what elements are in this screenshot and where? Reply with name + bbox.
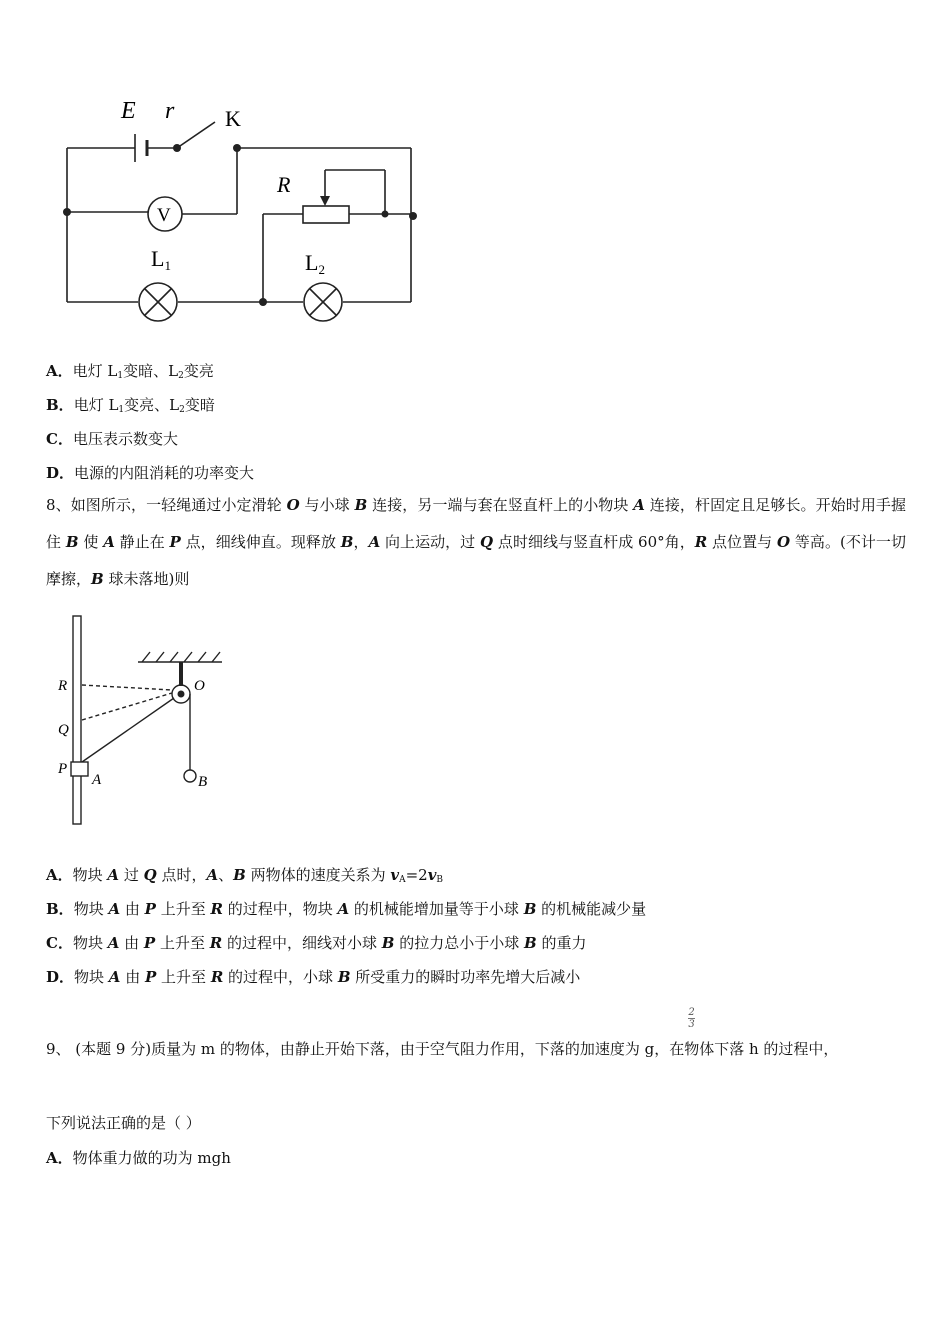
- label-L2: L2: [305, 250, 325, 277]
- q8-option-b: B．物块 A 由 P 上升至 R 的过程中，物块 A 的机械能增加量等于小球 B 的机械能减少量: [46, 900, 647, 918]
- circuit-diagram: [55, 90, 425, 340]
- label-A-block: A: [92, 772, 102, 788]
- q7-option-b: B．电灯 $L_1$变亮、$L_2$变暗: [46, 396, 215, 415]
- label-L1: L1: [151, 246, 171, 273]
- pulley-diagram: [50, 610, 240, 830]
- q9-stem-line2: 下列说法正确的是（ ）: [46, 1114, 201, 1132]
- label-O-pulley: O: [194, 678, 205, 694]
- q9-stem: 9、 (本题 9 分)质量为 m 的物体，由静止开始下落，由于空气阻力作用，下落的加速度为 g，在物体下落 h 的过程中，: [46, 1040, 839, 1058]
- q7-option-c: C．电压表示数变大: [46, 430, 178, 448]
- label-Q-point: Q: [58, 722, 69, 738]
- q8-stem: 8、如图所示，一轻绳通过小定滑轮 O 与小球 B 连接，另一端与套在竖直杆上的小物块 A 连接，杆固定且足够长。开始时用手握住 B 使 A 静止在 P 点，细线伸直。现释放 B，A 向上运动，过 Q 点时细线与竖直杆成 60°角，R 点位置与 O 等高。(不计一切摩擦，B 球未落地)则: [46, 496, 906, 588]
- q8-option-d: D．物块 A 由 P 上升至 R 的过程中，小球 B 所受重力的瞬时功率先增大后减小: [46, 968, 581, 986]
- label-P-point: P: [58, 761, 68, 777]
- q8-option-c: C．物块 A 由 P 上升至 R 的过程中，细线对小球 B 的拉力总小于小球 B 的重力: [46, 934, 587, 952]
- label-K: K: [225, 106, 241, 131]
- q8-option-a: A．物块 A 过 Q 点时，A、B 两物体的速度关系为 $v_A=2v_B$: [46, 866, 444, 885]
- fraction-two-thirds: 2 3: [688, 1007, 695, 1030]
- label-B-ball: B: [198, 774, 208, 790]
- label-E: E: [121, 98, 136, 124]
- label-R: R: [277, 172, 291, 197]
- q7-option-d: D．电源的内阻消耗的功率变大: [46, 464, 255, 482]
- q9-option-a: A．物体重力做的功为 mgh: [46, 1149, 231, 1167]
- q7-option-a: A．电灯 $L_1$变暗、$L_2$变亮: [46, 362, 214, 381]
- label-V: V: [157, 205, 171, 226]
- label-R-point: R: [58, 678, 68, 694]
- label-r: r: [165, 98, 175, 124]
